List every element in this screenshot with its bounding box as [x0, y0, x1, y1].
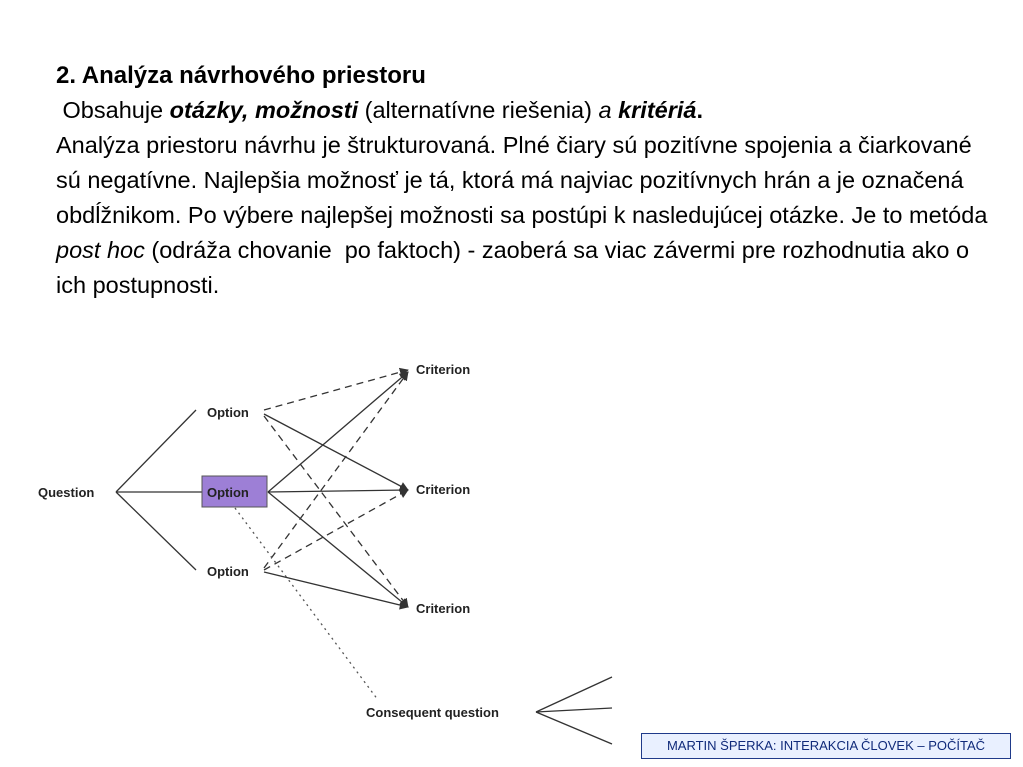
criterion-bottom-label: Criterion — [416, 601, 471, 616]
consequent-question-label: Consequent question — [366, 705, 499, 720]
slide-intro-line — [56, 93, 996, 128]
intro-questions-options: otázky, možnosti — [169, 97, 359, 123]
intro-a: a — [598, 97, 612, 123]
question-edges — [116, 410, 202, 570]
consequent-edges — [536, 677, 612, 744]
edge-option-top-criterion-bottom — [264, 416, 408, 607]
option-bottom-label: Option — [207, 564, 249, 579]
criterion-middle-label: Criterion — [416, 482, 471, 497]
edge-consequent-branch-2 — [536, 708, 612, 712]
criterion-top-label: Criterion — [416, 362, 471, 377]
intro-criteria: kritériá — [618, 97, 697, 123]
slide-body — [56, 128, 996, 303]
body-part1: Analýza priestoru návrhu je štrukturovaná. Plné čiary sú pozitívne spojenia a čiarkované sú negatívne. Najlepšia možnosť je tá, ktorá má najviac pozitívnych hrán a je označená obdĺžnikom. Po výbere najlepšej možnosti sa postúpi k nasledujúcej otázke. Je to metóda — [56, 132, 988, 228]
edge-option-bottom-criterion-top — [264, 372, 408, 568]
edge-question-option-bottom — [116, 492, 196, 570]
intro-period: . — [696, 97, 703, 123]
slide-heading: 2. Analýza návrhového priestoru — [56, 62, 426, 89]
intro-lead: Obsahuje — [56, 97, 170, 123]
body-part2: (odráža chovanie po faktoch) - zaoberá sa viac závermi pre rozhodnutia ako o ich postupnosti. — [56, 237, 976, 298]
edge-consequent-branch-1 — [536, 677, 612, 712]
edge-option-top-criterion-middle — [264, 414, 408, 490]
option-selected-label: Option — [207, 485, 249, 500]
body-post-hoc: post hoc — [56, 237, 145, 263]
option-top-label: Option — [207, 405, 249, 420]
positive-edges — [264, 372, 408, 607]
footer-author-box: MARTIN ŠPERKA: INTERAKCIA ČLOVEK – POČÍTAČ — [641, 733, 1011, 759]
edge-selected-consequent — [235, 508, 378, 700]
negative-edges — [264, 370, 408, 607]
question-label: Question — [38, 485, 95, 500]
intro-middle: (alternatívne riešenia) — [358, 97, 599, 123]
design-space-diagram — [0, 350, 640, 760]
edge-consequent-branch-3 — [536, 712, 612, 744]
edge-selected-criterion-middle — [268, 490, 408, 492]
slide-text-block — [56, 58, 996, 303]
edge-option-bottom-criterion-middle — [264, 490, 408, 570]
edge-question-option-top — [116, 410, 196, 492]
